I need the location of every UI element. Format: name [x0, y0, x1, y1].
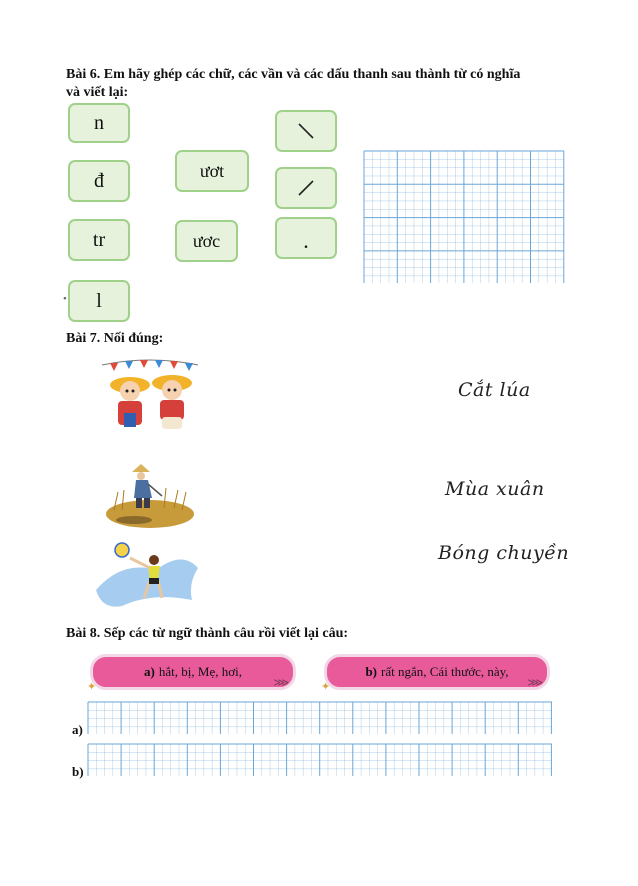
word-cat-lua[interactable]: Cắt lúa: [458, 379, 531, 401]
word-bong-chuyen[interactable]: Bóng chuyền: [438, 542, 570, 564]
tile-consonant-n[interactable]: [68, 103, 130, 143]
grave-accent-icon: [296, 121, 316, 141]
tile-consonant-l[interactable]: [68, 280, 130, 322]
card-b-words: rất ngắn, Cái thước, này,: [381, 664, 509, 679]
bai6-heading-line1: Bài 6. Em hãy ghép các chữ, các vần và các dấu thanh sau thành từ có nghĩa: [66, 67, 521, 82]
star-icon: ✦: [87, 681, 97, 693]
card-a-words: hắt, bị, Mẹ, hơi,: [158, 664, 242, 679]
bai7-heading: Bài 7. Nối đúng:: [66, 331, 164, 346]
bai6-heading-line2: và viết lại:: [66, 85, 129, 100]
tone-dot-mark: .: [303, 228, 309, 253]
tile-rime-uoc[interactable]: [175, 220, 238, 262]
card-a-label: a): [144, 664, 155, 679]
word-mua-xuan[interactable]: Mùa xuân: [445, 478, 545, 500]
tile-label: l: [96, 289, 102, 312]
row-b-label: b): [72, 764, 84, 779]
tile-label: ươt: [199, 160, 225, 181]
tile-label: đ: [94, 169, 104, 192]
stitch-icon: ⋙: [273, 677, 289, 689]
stitch-icon: ⋙: [527, 677, 543, 689]
tile-consonant-d[interactable]: [68, 160, 130, 202]
tile-label: n: [94, 111, 104, 134]
tile-tone-grave[interactable]: [275, 110, 337, 152]
bai6-writing-grid[interactable]: [364, 151, 566, 285]
tile-rime-uot[interactable]: [175, 150, 249, 192]
writing-row-b[interactable]: [88, 744, 554, 778]
tile-consonant-tr[interactable]: [68, 219, 130, 261]
row-a-label: a): [72, 722, 83, 737]
tile-tone-dot[interactable]: [275, 217, 337, 259]
children-with-hats-icon[interactable]: [100, 355, 200, 435]
word-card-a[interactable]: [87, 654, 296, 693]
bai8-heading: Bài 8. Sếp các từ ngữ thành câu rồi viết lại câu:: [66, 626, 349, 641]
card-b-label: b): [365, 664, 378, 679]
volleyball-player-icon[interactable]: [92, 540, 200, 614]
acute-accent-icon: [296, 178, 316, 198]
farmer-harvesting-icon[interactable]: [104, 462, 196, 530]
stray-mark: •: [63, 293, 67, 305]
tile-label: tr: [92, 228, 106, 251]
tile-label: ươc: [192, 230, 221, 251]
writing-row-a[interactable]: [88, 702, 554, 736]
word-card-b[interactable]: [321, 654, 550, 693]
tile-tone-acute[interactable]: [275, 167, 337, 209]
star-icon: ✦: [321, 681, 331, 693]
